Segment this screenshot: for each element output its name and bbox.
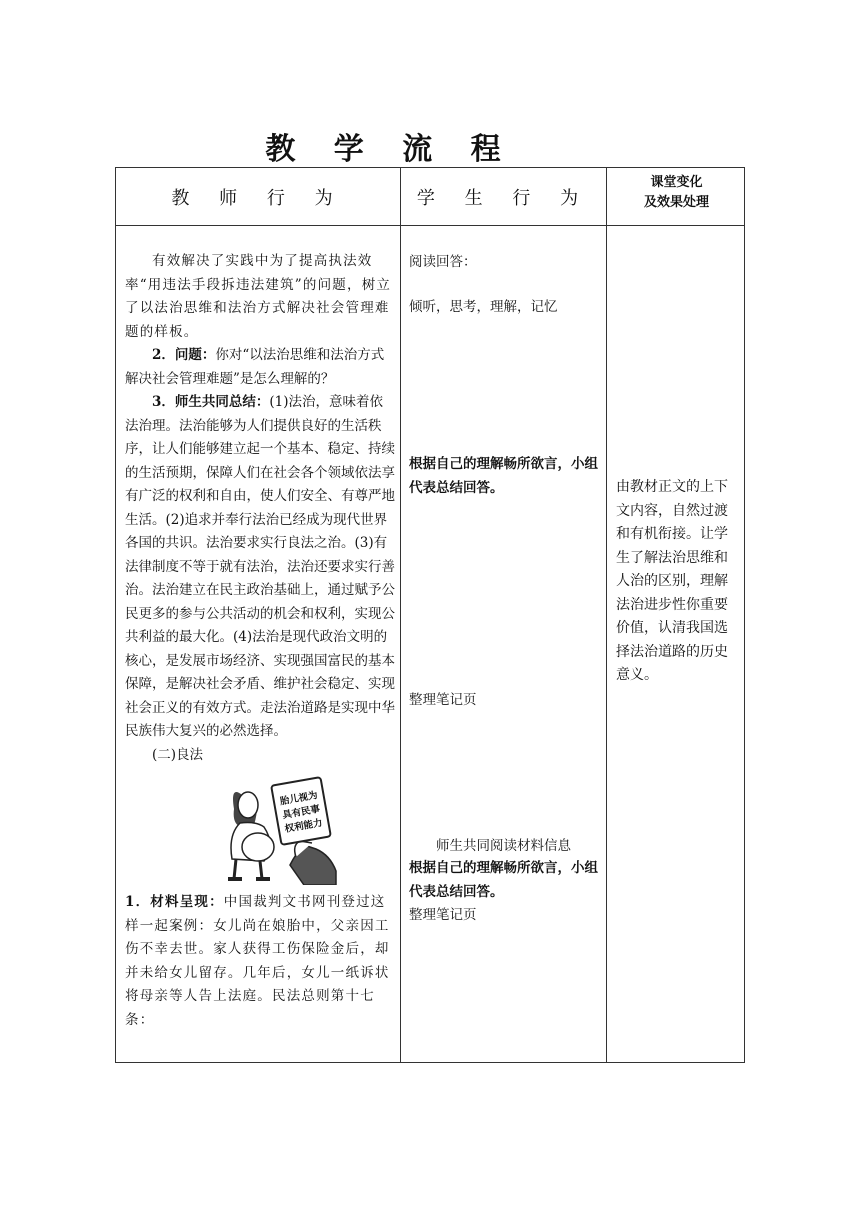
student-answer-5: 师生共同阅读材料信息 <box>436 838 571 854</box>
student-answer-2: 倾听，思考，理解，记忆 <box>409 299 558 315</box>
student-answer-4: 整理笔记页 <box>409 692 477 708</box>
notes-cell: 由教材正文的上下文内容，自然过渡和有机衔接。让学生了解法治思维和人治的区别，理解法治进步性你重要价值，认清我国选择法治道路的历史意义。 <box>616 479 728 683</box>
material-text: 中国裁判文书网刊登过这样一起案例：女儿尚在娘胎中，父亲因工伤不幸去世。家人获得工伤保险金后，却并未给女儿留存。几年后，女儿一纸诉状将母亲等人告上法庭。民法总则第十七条： <box>125 894 390 1028</box>
header-notes-line2: 及效果处理 <box>643 195 709 210</box>
sign-line-2: 具有民事 <box>281 803 321 822</box>
page-title: 教 学 流 程 <box>265 132 515 167</box>
lesson-flow-table <box>115 167 745 1063</box>
student-answer-1: 阅读回答： <box>409 254 477 270</box>
header-notes <box>607 173 746 213</box>
teacher-material-1 <box>125 891 395 1032</box>
header-student: 学 生 行 为 <box>416 188 591 209</box>
student-answer-3: 根据自己的理解畅所欲言，小组代表总结回答。 <box>409 456 598 496</box>
summary-text: (1)法治，意味着依法治理。法治能够为人们提供良好的生活秩序，让人们能够建立起一个基本、稳定、持续的生活预期，保障人们在社会各个领域依法享有广泛的权利和自由，使人们安全、有尊严地生活。(2)追求并奉行法治已经成为现代世界各国的共识。法治要求实行良法之治。(3)有法律制度不等于就有法治，法治还要求实行善治。法治建立在民主政治基础上，通过赋予公民更多的参与公共活动的机会和权利，实现公共利益的最大化。(4)法治是现代政治文明的核心，是发展市场经济、实现强国富民的基本保障，是解决社会矛盾、维护社会稳定、实现社会正义的有效方式。走法治道路是实现中华民族伟大复兴的必然选择。 <box>125 394 395 739</box>
student-answer-7: 整理笔记页 <box>409 907 477 923</box>
header-teacher: 教 师 行 为 <box>171 188 345 209</box>
header-divider <box>116 225 744 226</box>
section-heading: (二)良法 <box>152 746 204 763</box>
header-notes-line1: 课堂变化 <box>650 175 703 190</box>
material-label: 1．材料呈现： <box>125 894 224 910</box>
teacher-cell <box>125 250 395 1032</box>
column-divider <box>606 168 607 1062</box>
sign-line-1: 胎儿视为 <box>279 789 319 808</box>
student-answer-6: 根据自己的理解畅所欲言，小组代表总结回答。 <box>409 860 598 900</box>
teacher-question-2 <box>125 344 395 391</box>
column-divider <box>400 168 401 1062</box>
pregnant-woman-illustration <box>220 775 340 885</box>
summary-label: 3．师生共同总结： <box>152 394 270 410</box>
teacher-paragraph-intro: 有效解决了实践中为了提高执法效率“用违法手段拆违法建筑”的问题，树立了以法治思维和法治方式解决社会管理难题的样板。 <box>125 253 392 340</box>
question-label: 2．问题： <box>152 347 216 363</box>
sign-line-3: 权利能力 <box>284 817 324 835</box>
teacher-summary-3 <box>125 391 395 744</box>
question-text: 你对“以法治思维和法治方式解决社会管理难题”是怎么理解的？ <box>125 347 385 387</box>
